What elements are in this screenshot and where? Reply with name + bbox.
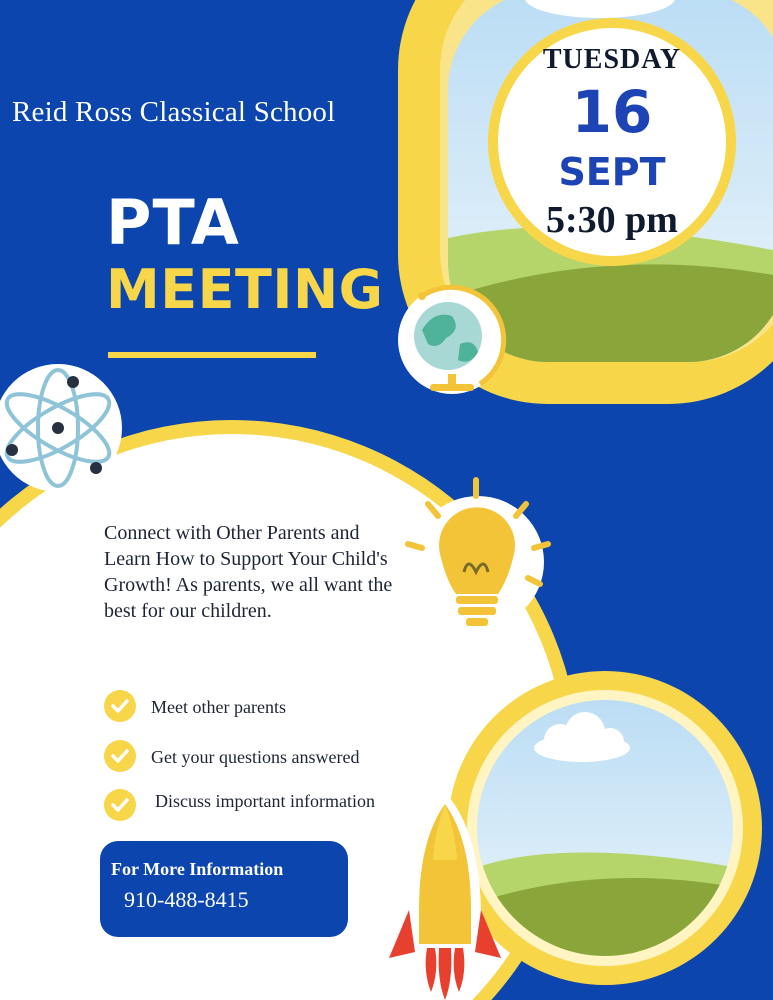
bottom-window <box>448 671 762 985</box>
bullet-item: Get your questions answered <box>151 747 360 767</box>
globe-icon <box>398 286 506 394</box>
event-time: 5:30 pm <box>546 199 678 241</box>
checkmark-icon <box>104 789 136 821</box>
bullet-item: Meet other parents <box>151 697 286 717</box>
contact-label: For More Information <box>111 859 284 879</box>
contact-phone[interactable]: 910-488-8415 <box>124 887 249 912</box>
checkmark-icon <box>104 740 136 772</box>
event-weekday: TUESDAY <box>542 44 682 75</box>
atom-icon <box>0 364 122 492</box>
event-title-line1: PTA <box>106 186 240 259</box>
bullet-item: Discuss important information <box>155 791 375 811</box>
checkmark-icon <box>104 690 136 722</box>
event-day: 16 <box>571 78 653 146</box>
event-month: SEPT <box>558 150 666 194</box>
school-name: Reid Ross Classical School <box>12 96 336 128</box>
event-title-line2: MEETING <box>106 258 384 321</box>
contact-box <box>100 841 348 937</box>
date-badge <box>484 14 740 270</box>
title-underline <box>108 352 316 358</box>
light-bulb-icon <box>408 480 548 628</box>
event-description: Connect with Other Parents and Learn How to Support Your Child's Growth! As parents, we all want the best for our children. <box>104 522 393 622</box>
